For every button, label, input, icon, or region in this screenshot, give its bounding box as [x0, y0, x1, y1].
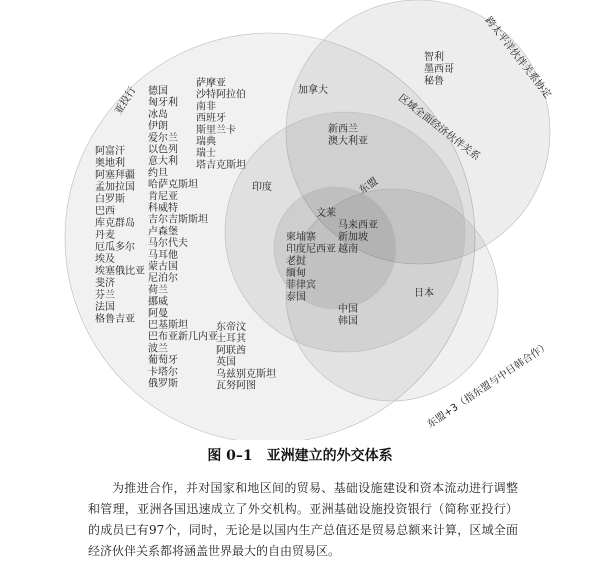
- list-item: 墨西哥: [424, 64, 454, 75]
- list-item: 哈萨克斯坦: [148, 179, 198, 191]
- list-item: 新西兰: [328, 124, 358, 135]
- list-item: 塔吉克斯坦: [196, 159, 246, 171]
- list-item: 秘鲁: [424, 76, 444, 87]
- list-item: 瑞典: [196, 136, 216, 148]
- asean-list-a: [316, 206, 336, 219]
- india-label: 印度: [252, 182, 272, 193]
- list-item: 库克群岛: [95, 218, 135, 229]
- list-item: 波兰: [148, 343, 168, 355]
- list-item: 中国: [338, 304, 358, 315]
- list-item: 孟加拉国: [95, 182, 135, 193]
- list-item: 巴布亚新几内亚: [148, 331, 218, 343]
- body-paragraph: 为推进合作，并对国家和地区间的贸易、基础设施建设和资本流动进行调整和管理，亚洲各国迅速成立了外交机构。亚洲基础设施投资银行（简称亚投行）的成员已有97个，同时，无论是以国内生产总值还是贸易总额来计算，区域全面经济伙伴关系都将涵盖世界最大的自由贸易区。: [88, 481, 518, 558]
- list-item: 埃塞俄比亚: [95, 266, 145, 277]
- japan-label: 日本: [414, 288, 434, 299]
- list-item: 柬埔寨: [286, 232, 316, 243]
- list-item: 匈牙利: [148, 97, 178, 109]
- list-item: 澳大利亚: [328, 136, 368, 147]
- list-item: 巴西: [95, 206, 115, 217]
- list-item: 泰国: [286, 292, 306, 303]
- list-item: 白罗斯: [95, 194, 125, 205]
- list-item: 伊朗: [148, 121, 168, 133]
- list-item: 爱尔兰: [148, 132, 178, 144]
- list-item: 马耳他: [148, 249, 178, 261]
- list-item: 阿曼: [148, 308, 168, 320]
- canada-label: 加拿大: [298, 85, 328, 96]
- list-item: 厄瓜多尔: [95, 242, 135, 253]
- list-item: 萨摩亚: [196, 78, 226, 89]
- list-item: 以色列: [148, 144, 178, 156]
- list-item: 葡萄牙: [148, 355, 178, 367]
- list-item: 菲律宾: [286, 280, 316, 291]
- list-item: 沙特阿拉伯: [196, 89, 246, 101]
- list-item: 格鲁吉亚: [95, 314, 135, 325]
- list-item: 德国: [148, 86, 168, 97]
- list-item: 智利: [424, 52, 444, 63]
- rcep-label: 区域全面经济伙伴关系: [396, 92, 482, 163]
- list-item: 奥地利: [95, 158, 125, 169]
- list-item: 冰岛: [148, 109, 168, 121]
- aiib-label: 亚投行: [113, 85, 139, 117]
- list-item: 埃及: [95, 254, 115, 265]
- list-item: 阿塞拜疆: [95, 170, 135, 181]
- list-item: 斐济: [95, 278, 115, 289]
- list-item: 阿富汗: [95, 146, 125, 157]
- list-item: 瑞士: [196, 148, 216, 160]
- list-item: 卢森堡: [148, 226, 178, 238]
- list-item: 巴基斯坦: [148, 319, 188, 331]
- list-item: 芬兰: [95, 290, 115, 301]
- list-item: 老挝: [286, 256, 306, 267]
- list-item: 约旦: [148, 167, 168, 179]
- list-item: 南非: [196, 101, 216, 113]
- list-item: 土耳其: [216, 333, 246, 345]
- list-item: 缅甸: [286, 268, 306, 279]
- asean-label: 东盟: [357, 175, 381, 197]
- list-item: 蒙古国: [148, 261, 178, 273]
- list-item: 马来西亚: [338, 220, 378, 231]
- list-item: 越南: [338, 244, 358, 255]
- list-item: 英国: [216, 357, 236, 369]
- list-item: 吉尔吉斯斯坦: [148, 214, 208, 226]
- list-item: 文莱: [316, 208, 336, 219]
- list-item: 印度尼西亚: [286, 244, 336, 255]
- list-item: 韩国: [338, 316, 358, 327]
- list-item: 马尔代夫: [148, 238, 188, 250]
- list-item: 科威特: [148, 202, 178, 214]
- list-item: 阿联酋: [216, 345, 246, 357]
- list-item: 法国: [95, 302, 115, 313]
- figure-caption: 图 0–1 亚洲建立的外交体系: [207, 448, 393, 464]
- list-item: 瓦努阿图: [216, 380, 256, 392]
- list-item: 乌兹别克斯坦: [216, 368, 276, 380]
- list-item: 俄罗斯: [148, 378, 178, 390]
- list-item: 卡塔尔: [148, 366, 178, 378]
- list-item: 西班牙: [196, 113, 226, 125]
- list-item: 意大利: [148, 156, 178, 168]
- list-item: 尼泊尔: [148, 273, 178, 285]
- asean-plus3-label: 东盟+3（指东盟与中日韩合作）: [425, 340, 552, 431]
- list-item: 挪威: [148, 296, 168, 308]
- china-korea-list: [338, 302, 358, 327]
- list-item: 斯里兰卡: [196, 124, 236, 136]
- list-item: 肯尼亚: [148, 191, 178, 203]
- list-item: 丹麦: [95, 230, 115, 241]
- tpp-label: 跨太平洋伙伴关系协定: [482, 15, 553, 101]
- list-item: 东帝汶: [216, 322, 246, 333]
- list-item: 荷兰: [148, 284, 168, 296]
- list-item: 新加坡: [338, 232, 368, 243]
